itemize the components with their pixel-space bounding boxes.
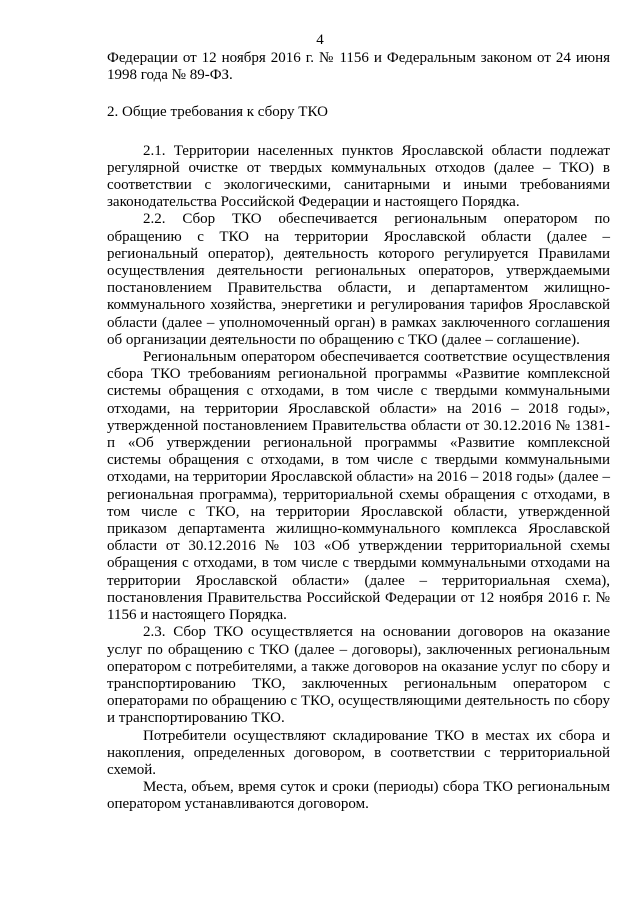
paragraph-2-3: 2.3. Сбор ТКО осуществляется на основании договоров на оказание услуг по обращению с ТКО (далее – договоры), заключенных региональным оператором с потребителями, а также договоров на оказание услуг по сбору и транспортированию ТКО, заключенных региональным оператором с операторами по обращению с ТКО, осуществляющими деятельность по сбору и транспортированию ТКО.: [107, 624, 610, 727]
paragraph-2-1: 2.1. Территории населенных пунктов Ярославской области подлежат регулярной очистке от твердых коммунальных отходов (далее – ТКО) в соответствии с экологическими, санитарными и иными требованиями законодательства Российской Федерации и настоящего Порядка.: [107, 142, 610, 211]
paragraph-consumers-storage: Потребители осуществляют складирование ТКО в местах их сбора и накопления, определенных договором, в соответствии с территориальной схемой.: [107, 727, 610, 778]
intro-paragraph: Федерации от 12 ноября 2016 г. № 1156 и Федеральным законом от 24 июня 1998 года № 89-ФЗ.: [107, 50, 610, 84]
page-number: 4: [316, 32, 324, 48]
paragraph-2-2: 2.2. Сбор ТКО обеспечивается региональным оператором по обращению с ТКО на территории Ярославской области (далее – региональный оператор), деятельность которого регулируется Правилами осуществления деятельности региональных операторов, утверждаемыми постановлением Правительства области, и департаментом жилищно-коммунального хозяйства, энергетики и регулирования тарифов Ярославской области (далее – уполномоченный орган) в рамках заключенного соглашения об организации деятельности по обращению с ТКО (далее – соглашение).: [107, 211, 610, 348]
document-body: [107, 50, 610, 814]
section-heading: 2. Общие требования к сбору ТКО: [107, 104, 328, 121]
paragraph-collection-terms: Места, объем, время суток и сроки (периоды) сбора ТКО региональным оператором устанавливаются договором.: [107, 779, 610, 813]
paragraph-regional-operator-compliance: Региональным оператором обеспечивается соответствие осуществления сбора ТКО требованиям региональной программы «Развитие комплексной системы обращения с отходами, в том числе с твердыми коммунальными отходами, на территории Ярославской области» на 2016 – 2018 годы», утвержденной постановлением Правительства области от 30.12.2016 № 1381-п «Об утверждении региональной программы «Развитие комплексной системы обращения с отходами, в том числе с твердыми коммунальными отходами, на территории Ярославской области» на 2016 – 2018 годы» (далее – региональная программа), территориальной схемы обращения с отходами, в том числе с ТКО, на территории Ярославской области, утвержденной приказом департамента жилищно-коммунального комплекса Ярославской области от 30.12.2016 № 103 «Об утверждении территориальной схемы обращения с отходами, в том числе с твердыми коммунальными отходами на территории Ярославской области» (далее – территориальная схема), постановления Правительства Российской Федерации от 12 ноября 2016 г. № 1156 и настоящего Порядка.: [107, 349, 610, 624]
